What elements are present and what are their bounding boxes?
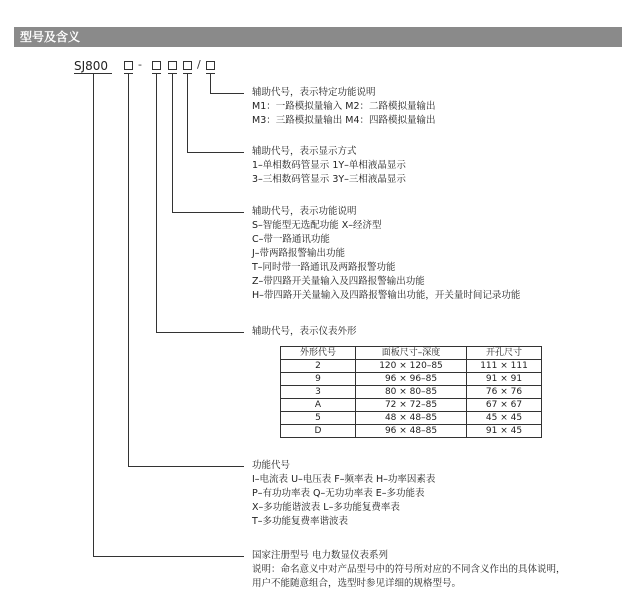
table-cell: D bbox=[281, 425, 356, 438]
code-box-1 bbox=[124, 61, 133, 70]
aux3-line: H–带四路开关量输入及四路报警输出功能，开关量时间记录功能 bbox=[252, 290, 521, 301]
table-cell: 5 bbox=[281, 412, 356, 425]
reg-line: 用户不能随意组合，选型时参见详细的规格型号。 bbox=[252, 578, 462, 589]
connector-v-func bbox=[128, 74, 129, 466]
func-line: P–有功功率表 Q–无功功率表 E–多功能表 bbox=[252, 488, 425, 499]
table-cell: 67 × 67 bbox=[467, 399, 542, 412]
table-cell: 111 × 111 bbox=[467, 360, 542, 373]
code-box-4 bbox=[183, 61, 192, 70]
table-row bbox=[281, 425, 542, 438]
table-row bbox=[281, 412, 542, 425]
connector-h-aux2 bbox=[187, 152, 244, 153]
func-title: 功能代号 bbox=[252, 460, 291, 471]
model-dash: - bbox=[138, 58, 142, 71]
model-prefix: SJ800 bbox=[74, 59, 109, 73]
table-cell: 76 × 76 bbox=[467, 386, 542, 399]
aux3-line: S–智能型无选配功能 X–经济型 bbox=[252, 220, 382, 231]
func-line: I–电流表 U–电压表 F–频率表 H–功率因素表 bbox=[252, 474, 436, 485]
table-header-cell: 开孔尺寸 bbox=[467, 347, 542, 360]
connector-v-aux4 bbox=[156, 74, 157, 332]
connector-h-aux3 bbox=[172, 212, 244, 213]
connector-v-reg bbox=[93, 74, 94, 556]
table-cell: 3 bbox=[281, 386, 356, 399]
aux3-line: J–带两路报警输出功能 bbox=[252, 248, 346, 259]
table-cell: 91 × 45 bbox=[467, 425, 542, 438]
connector-h-aux1 bbox=[210, 93, 244, 94]
aux1-line: M1：一路模拟量输入 M2：二路模拟量输出 bbox=[252, 101, 436, 112]
aux3-line: C–带一路通讯功能 bbox=[252, 234, 330, 245]
aux3-title: 辅助代号，表示功能说明 bbox=[252, 206, 357, 217]
table-cell: 91 × 91 bbox=[467, 373, 542, 386]
func-line: T–多功能复费率谐波表 bbox=[252, 516, 349, 527]
connector-v-aux1 bbox=[210, 74, 211, 93]
func-line: X–多功能谐波表 L–多功能复费率表 bbox=[252, 502, 400, 513]
table-header-cell: 外形代号 bbox=[281, 347, 356, 360]
connector-h-aux4 bbox=[156, 332, 244, 333]
table-cell: 96 × 48–85 bbox=[356, 425, 467, 438]
aux2-title: 辅助代号，表示显示方式 bbox=[252, 146, 357, 157]
table-row bbox=[281, 360, 542, 373]
table-cell: 9 bbox=[281, 373, 356, 386]
table-cell: A bbox=[281, 399, 356, 412]
aux1-line: M3：三路模拟量输出 M4：四路模拟量输出 bbox=[252, 115, 436, 126]
reg-line: 说明：命名意义中对产品型号中的符号所对应的不同含义作出的具体说明， bbox=[252, 564, 566, 575]
table-row bbox=[281, 386, 542, 399]
code-box-3 bbox=[168, 61, 177, 70]
table-header-row bbox=[281, 347, 542, 360]
connector-v-aux3 bbox=[172, 74, 173, 212]
section-header bbox=[14, 27, 622, 47]
model-slash: / bbox=[197, 58, 201, 71]
table-row bbox=[281, 373, 542, 386]
table-cell: 2 bbox=[281, 360, 356, 373]
code-box-5 bbox=[206, 61, 215, 70]
aux2-line: 1–单相数码管显示 1Y–单相液晶显示 bbox=[252, 160, 406, 171]
section-title: 型号及含义 bbox=[20, 30, 81, 44]
aux3-line: Z–带四路开关量输入及四路报警输出功能 bbox=[252, 276, 425, 287]
aux2-line: 3–三相数码管显示 3Y–三相液晶显示 bbox=[252, 174, 406, 185]
connector-h-func bbox=[128, 466, 244, 467]
table-cell: 45 × 45 bbox=[467, 412, 542, 425]
code-box-2 bbox=[152, 61, 161, 70]
table-cell: 80 × 80–85 bbox=[356, 386, 467, 399]
table-row bbox=[281, 399, 542, 412]
table-cell: 96 × 96–85 bbox=[356, 373, 467, 386]
connector-v-aux2 bbox=[187, 74, 188, 152]
table-cell: 72 × 72–85 bbox=[356, 399, 467, 412]
table-cell: 120 × 120–85 bbox=[356, 360, 467, 373]
reg-title: 国家注册型号 电力数显仪表系列 bbox=[252, 550, 389, 561]
aux4-title: 辅助代号，表示仪表外形 bbox=[252, 326, 357, 337]
shape-table bbox=[280, 346, 542, 438]
table-cell: 48 × 48–85 bbox=[356, 412, 467, 425]
aux3-line: T–同时带一路通讯及两路报警功能 bbox=[252, 262, 396, 273]
connector-h-reg bbox=[93, 556, 244, 557]
table-header-cell: 面板尺寸–深度 bbox=[356, 347, 467, 360]
aux1-title: 辅助代号，表示特定功能说明 bbox=[252, 87, 376, 98]
